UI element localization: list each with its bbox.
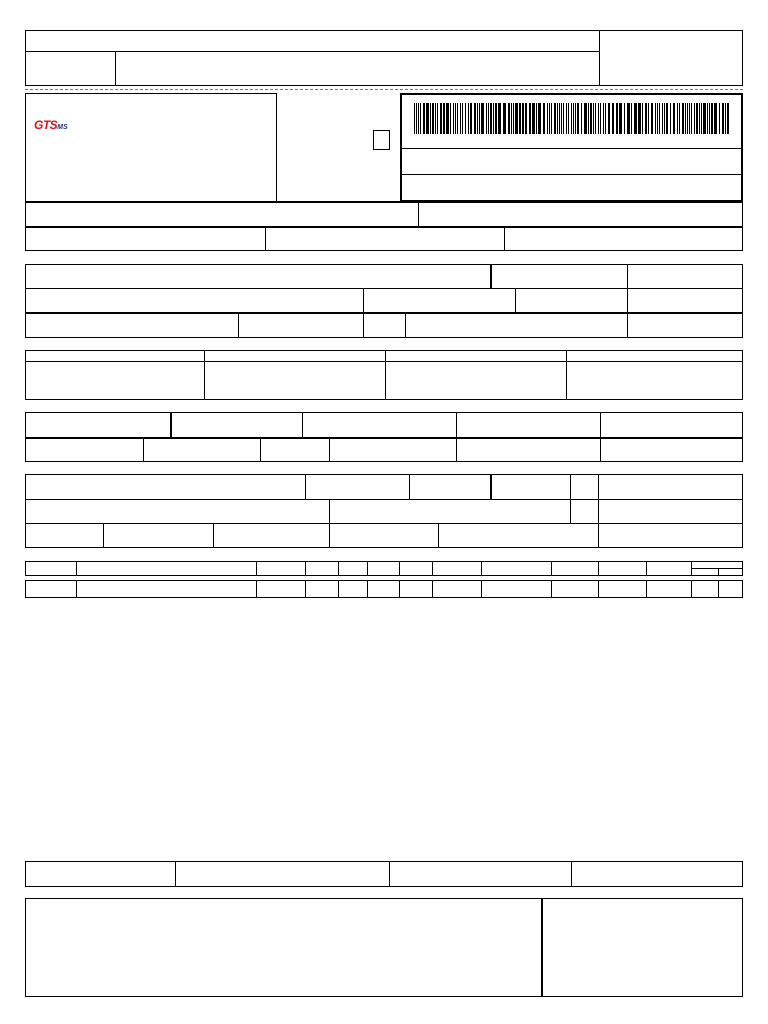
barcode-bar xyxy=(549,103,550,134)
receipt-divider xyxy=(115,51,116,86)
products-column-divider xyxy=(305,580,306,598)
barcode-bar xyxy=(687,103,688,134)
barcode-bar xyxy=(426,103,429,134)
products-column-divider xyxy=(646,561,647,576)
barcode-bar xyxy=(703,103,706,134)
installments-divider xyxy=(204,350,205,400)
barcode-bar xyxy=(691,103,692,134)
logo-text: GTS xyxy=(34,118,58,132)
barcode-bar xyxy=(455,103,456,134)
tax-divider xyxy=(25,437,743,439)
recipient-divider xyxy=(515,288,516,312)
barcode-bar xyxy=(598,103,599,134)
receipt-divider xyxy=(599,30,600,86)
tax-divider xyxy=(456,412,457,462)
barcode-bar xyxy=(603,103,604,134)
additional-data-box xyxy=(25,898,743,997)
transport-divider xyxy=(570,474,571,523)
additional-data-divider xyxy=(541,898,543,997)
barcode-bar xyxy=(593,103,594,134)
barcode-bar xyxy=(481,103,484,134)
tax-divider xyxy=(329,437,330,462)
barcode-bar xyxy=(568,103,569,134)
barcode-bar xyxy=(508,103,510,134)
barcode-bar xyxy=(657,103,658,134)
products-column-divider xyxy=(256,580,257,598)
barcode-bar xyxy=(418,103,419,134)
barcode-bar xyxy=(651,103,653,134)
barcode-bar xyxy=(486,103,487,134)
products-column-divider xyxy=(76,580,77,598)
transport-divider xyxy=(213,523,214,548)
barcode-bar xyxy=(525,103,527,134)
products-column-divider xyxy=(481,580,482,598)
barcode-bar xyxy=(679,103,680,134)
barcode-bar xyxy=(719,103,720,134)
barcode-bar xyxy=(563,103,564,134)
recipient-divider xyxy=(490,264,492,288)
barcode-bar xyxy=(450,103,451,134)
barcode-bar xyxy=(479,103,480,134)
recipient-divider xyxy=(405,312,406,338)
recipient-divider xyxy=(238,312,239,338)
barcode-bar xyxy=(714,103,717,134)
barcode-bar xyxy=(590,103,592,134)
products-column-divider xyxy=(691,580,692,598)
products-column-divider xyxy=(551,561,552,576)
products-column-divider xyxy=(718,580,719,598)
barcode-bar xyxy=(662,103,663,134)
barcode-bar xyxy=(453,103,454,134)
barcode-bar xyxy=(435,103,436,134)
barcode-bar xyxy=(588,103,589,134)
barcode-bar xyxy=(543,103,545,134)
products-column-divider xyxy=(718,568,719,576)
tax-divider xyxy=(170,412,172,437)
barcode-bar xyxy=(443,103,445,134)
barcode-bar xyxy=(522,103,524,134)
barcode-bar xyxy=(430,103,431,134)
recipient-divider xyxy=(25,288,743,289)
operation-divider xyxy=(418,202,419,227)
barcode-bar xyxy=(513,103,514,134)
installments-divider xyxy=(25,361,743,362)
barcode-bar xyxy=(670,103,671,134)
barcode-bar xyxy=(616,103,618,134)
barcode-bar xyxy=(634,103,637,134)
barcode-bar xyxy=(666,103,668,134)
barcode-bar xyxy=(573,103,574,134)
barcode-bar xyxy=(648,103,649,134)
products-column-divider xyxy=(432,561,433,576)
barcode-bar xyxy=(519,103,521,134)
barcode-bar xyxy=(423,103,425,134)
barcode-bar xyxy=(465,103,466,134)
barcode-bar xyxy=(673,103,675,134)
barcode-bar xyxy=(689,103,690,134)
barcode-bar xyxy=(701,103,702,134)
barcode-bar xyxy=(685,103,686,134)
tax-divider xyxy=(260,437,261,462)
transport-box xyxy=(25,474,743,548)
barcode-bar xyxy=(554,103,556,134)
recipient-divider xyxy=(627,264,628,338)
products-column-divider xyxy=(551,580,552,598)
access-key-divider xyxy=(400,148,743,149)
emitter-box xyxy=(25,93,277,202)
tax-divider xyxy=(302,412,303,437)
receipt-divider xyxy=(25,51,600,52)
barcode-bar xyxy=(608,103,610,134)
transport-divider xyxy=(305,474,306,499)
barcode-bar xyxy=(722,103,724,134)
transport-divider xyxy=(25,523,743,524)
barcode-bar xyxy=(575,103,576,134)
transport-divider xyxy=(103,523,104,548)
barcode-bar xyxy=(561,103,562,134)
barcode-bar xyxy=(645,103,647,134)
barcode-icon xyxy=(414,103,730,134)
issqn-divider xyxy=(175,861,176,887)
products-column-divider xyxy=(598,561,599,576)
registration-divider xyxy=(265,227,266,251)
operation-row xyxy=(25,202,743,227)
barcode-bar xyxy=(532,103,535,134)
barcode-bar xyxy=(638,103,641,134)
barcode-bar xyxy=(460,103,461,134)
barcode-bar xyxy=(677,103,678,134)
entry-exit-checkbox[interactable] xyxy=(373,130,390,150)
registration-row xyxy=(25,227,743,251)
barcode-bar xyxy=(468,103,469,134)
barcode-bar xyxy=(437,103,438,134)
barcode-bar xyxy=(547,103,548,134)
company-logo xyxy=(34,116,90,130)
barcode-bar xyxy=(470,103,472,134)
registration-divider xyxy=(504,227,505,251)
transport-divider xyxy=(25,499,743,500)
issqn-divider xyxy=(571,861,572,887)
barcode-bar xyxy=(655,103,656,134)
barcode-bar xyxy=(571,103,572,134)
barcode-bar xyxy=(493,103,494,134)
products-header xyxy=(25,561,743,576)
products-column-divider xyxy=(598,580,599,598)
transport-divider xyxy=(329,499,330,548)
barcode-bar xyxy=(559,103,560,134)
barcode-bar xyxy=(581,103,582,134)
recipient-box xyxy=(25,264,743,338)
barcode-bar xyxy=(446,103,449,134)
barcode-bar xyxy=(711,103,713,134)
receipt-strip xyxy=(25,30,743,86)
recipient-divider xyxy=(363,288,364,312)
transport-divider xyxy=(490,474,492,499)
installments-divider xyxy=(385,350,386,400)
barcode-bar xyxy=(727,103,729,134)
barcode-bar xyxy=(462,103,463,134)
barcode-bar xyxy=(612,103,614,134)
barcode-bar xyxy=(682,103,684,134)
barcode-bar xyxy=(511,103,512,134)
barcode-bar xyxy=(503,103,506,134)
barcode-bar xyxy=(631,103,632,134)
barcode-bar xyxy=(664,103,665,134)
recipient-divider xyxy=(25,312,743,314)
products-column-divider xyxy=(367,561,368,576)
barcode-bar xyxy=(605,103,606,134)
barcode-bar xyxy=(536,103,537,134)
issqn-divider xyxy=(389,861,390,887)
barcode-bar xyxy=(440,103,442,134)
barcode-bar xyxy=(515,103,518,134)
products-column-divider xyxy=(367,580,368,598)
barcode-bar xyxy=(529,103,531,134)
barcode-bar xyxy=(566,103,567,134)
barcode-bar xyxy=(694,103,695,134)
logo-subtext: MS xyxy=(57,124,68,131)
transport-divider xyxy=(598,474,599,548)
barcode-bar xyxy=(584,103,587,134)
transport-divider xyxy=(438,523,439,548)
products-column-divider xyxy=(338,561,339,576)
barcode-bar xyxy=(595,103,596,134)
products-column-divider xyxy=(305,561,306,576)
barcode-bar xyxy=(642,103,643,134)
barcode-bar xyxy=(420,103,421,134)
barcode-bar xyxy=(538,103,541,134)
barcode-bar xyxy=(416,103,417,134)
products-header-divider xyxy=(691,568,743,569)
barcode-bar xyxy=(600,103,601,134)
tax-divider xyxy=(143,437,144,462)
barcode-bar xyxy=(551,103,552,134)
barcode-bar xyxy=(414,103,415,134)
barcode-bar xyxy=(495,103,497,134)
barcode-bar xyxy=(432,103,434,134)
products-column-divider xyxy=(399,580,400,598)
products-column-divider xyxy=(256,561,257,576)
recipient-divider xyxy=(363,312,364,338)
barcode-bar xyxy=(725,103,726,134)
barcode-bar xyxy=(709,103,710,134)
barcode-bar xyxy=(577,103,579,134)
products-column-divider xyxy=(76,561,77,576)
products-column-divider xyxy=(338,580,339,598)
installments-divider xyxy=(566,350,567,400)
barcode-bar xyxy=(659,103,660,134)
barcode-bar xyxy=(457,103,458,134)
barcode-bar xyxy=(707,103,708,134)
access-key-divider xyxy=(400,174,743,175)
installments-box xyxy=(25,350,743,400)
products-column-divider xyxy=(432,580,433,598)
issqn-box xyxy=(25,861,743,887)
tax-divider xyxy=(600,412,601,462)
barcode-bar xyxy=(488,103,489,134)
barcode-bar xyxy=(696,103,698,134)
barcode-bar xyxy=(699,103,700,134)
barcode-bar xyxy=(477,103,478,134)
products-row xyxy=(25,580,743,598)
barcode-bar xyxy=(498,103,501,134)
barcode-bar xyxy=(557,103,558,134)
products-column-divider xyxy=(481,561,482,576)
cut-line xyxy=(25,89,743,90)
barcode-bar xyxy=(619,103,622,134)
barcode-bar xyxy=(624,103,625,134)
products-column-divider xyxy=(399,561,400,576)
transport-divider xyxy=(409,474,410,499)
barcode-bar xyxy=(490,103,492,134)
products-column-divider xyxy=(646,580,647,598)
barcode-bar xyxy=(627,103,630,134)
barcode-bar xyxy=(474,103,476,134)
